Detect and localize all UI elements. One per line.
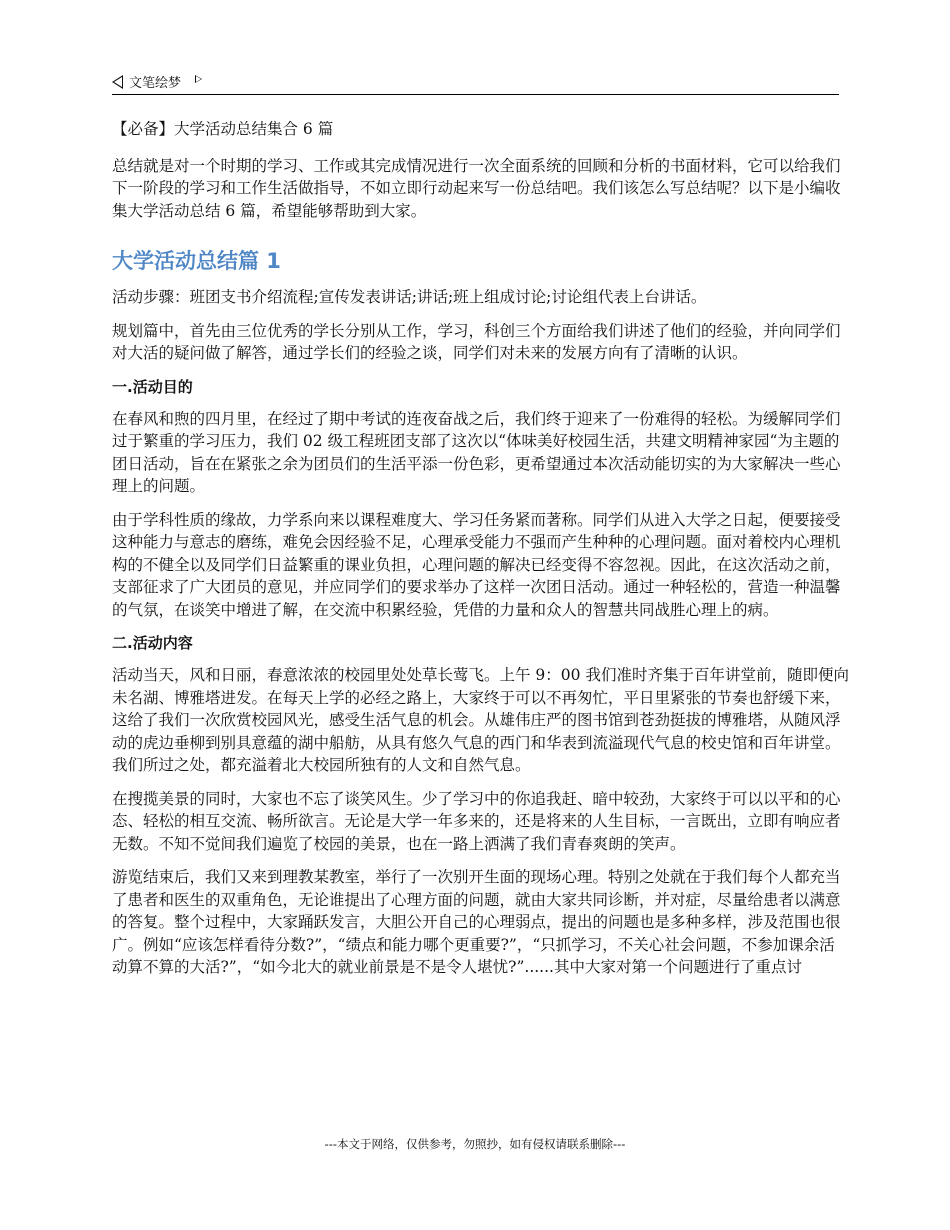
planning-paragraph: 规划篇中，首先由三位优秀的学长分别从工作，学习，科创三个方面给我们讲述了他们的经验，并向同学们对大活的疑问做了解答，通过学长们的经验之谈，同学们对未来的发展方向有了清晰的认识。	[112, 321, 841, 362]
page-footer: ---本文于网络，仅供参考，勿照抄，如有侵权请联系删除---	[324, 1137, 626, 1151]
header-brand	[112, 72, 202, 91]
content-paragraph-2: 在搜揽美景的同时，大家也不忘了谈笑风生。少了学习中的你追我赶、暗中较劲，大家终于可以以平和的心态、轻松的相互交流、畅所欲言。无论是大学一年多来的，还是将来的人生目标，一言既出，立即有响应者无数。不知不觉间我们遍览了校园的美景，也在一路上洒满了我们青春爽朗的笑声。	[112, 789, 841, 853]
content-paragraph-1: 活动当天，风和日丽，春意浓浓的校园里处处草长莺飞。上午 9：00 我们准时齐集于百年讲堂前，随即便向未名湖、博雅塔进发。在每天上学的必经之路上，大家终于可以不再匆忙，平日里紧张的节奏也舒缓下来，这给了我们一次欣赏校园风光，感受生活气息的机会。从雄伟庄严的图书馆到苍劲挺拔的博雅塔，从随风浮动的虎边垂柳到别具意蕴的湖中船舫，从具有悠久气息的西门和华表到流溢现代气息的校史馆和百年讲堂。我们所过之处，都充溢着北大校园所独有的人文和自然气息。	[112, 666, 849, 774]
document-body	[112, 118, 850, 990]
steps-paragraph: 活动步骤：班团支书介绍流程;宣传发表讲话;讲话;班上组成讨论;讨论组代表上台讲话。	[112, 288, 707, 306]
content-heading: 二.活动内容	[112, 634, 193, 652]
purpose-heading: 一.活动目的	[112, 377, 193, 396]
brand-label: 文笔绘梦	[129, 75, 182, 90]
intro-paragraph: 总结就是对一个时期的学习、工作或其完成情况进行一次全面系统的回顾和分析的书面材料，它可以给我们下一阶段的学习和工作生活做指导，不如立即行动起来写一份总结吧。我们该怎么写总结呢？以下是小编收集大学活动总结 6 篇，希望能够帮助到大家。	[112, 156, 841, 220]
triangle-right-icon	[195, 75, 202, 83]
purpose-paragraph-1: 在春风和煦的四月里，在经过了期中考试的连夜奋战之后，我们终于迎来了一份难得的轻松。为缓解同学们过于繁重的学习压力，我们 02 级工程班团支部了这次以“体味美好校园生活，共建文明精神家园“为主题的团日活动，旨在在紧张之余为团员们的生活平添一份色彩，更希望通过本次活动能切实的为大家解决一些心理上的问题。	[112, 409, 841, 495]
purpose-paragraph-2: 由于学科性质的缘故，力学系向来以课程难度大、学习任务紧而著称。同学们从进入大学之日起，便要接受这种能力与意志的磨练，难免会因经验不足，心理承受能力不强而产生种种的心理问题。面对着校内心理机构的不健全以及同学们日益繁重的课业负担，心理问题的解决已经变得不容忽视。因此，在这次活动之前，支部征求了广大团员的意见，并应同学们的要求举办了这样一次团日活动。通过一种轻松的，营造一种温馨的气氛，在谈笑中增进了解，在交流中积累经验，凭借的力量和众人的智慧共同战胜心理上的病。	[112, 510, 841, 619]
content-paragraph-3: 游览结束后，我们又来到理教某教室，举行了一次别开生面的现场心理。特别之处就在于我们每个人都充当了患者和医生的双重角色，无论谁提出了心理方面的问题，就由大家共同诊断，并对症，尽量给患者以满意的答复。整个过程中，大家踊跃发言，大胆公开自己的心理弱点，提出的问题也是多种多样，涉及范围也很广。例如“应该怎样看待分数?”，“绩点和能力哪个更重要?”，“只抓学习，不关心社会问题，不参加课余活动算不算的大活?”，“如今北大的就业前景是不是令人堪忧?”......其中大家对第一个问题进行了重点讨	[112, 868, 841, 976]
section-heading: 大学活动总结篇 1	[112, 249, 281, 273]
document-title: 【必备】大学活动总结集合 6 篇	[112, 120, 334, 138]
triangle-left-icon	[112, 75, 123, 89]
page-header	[112, 70, 839, 95]
